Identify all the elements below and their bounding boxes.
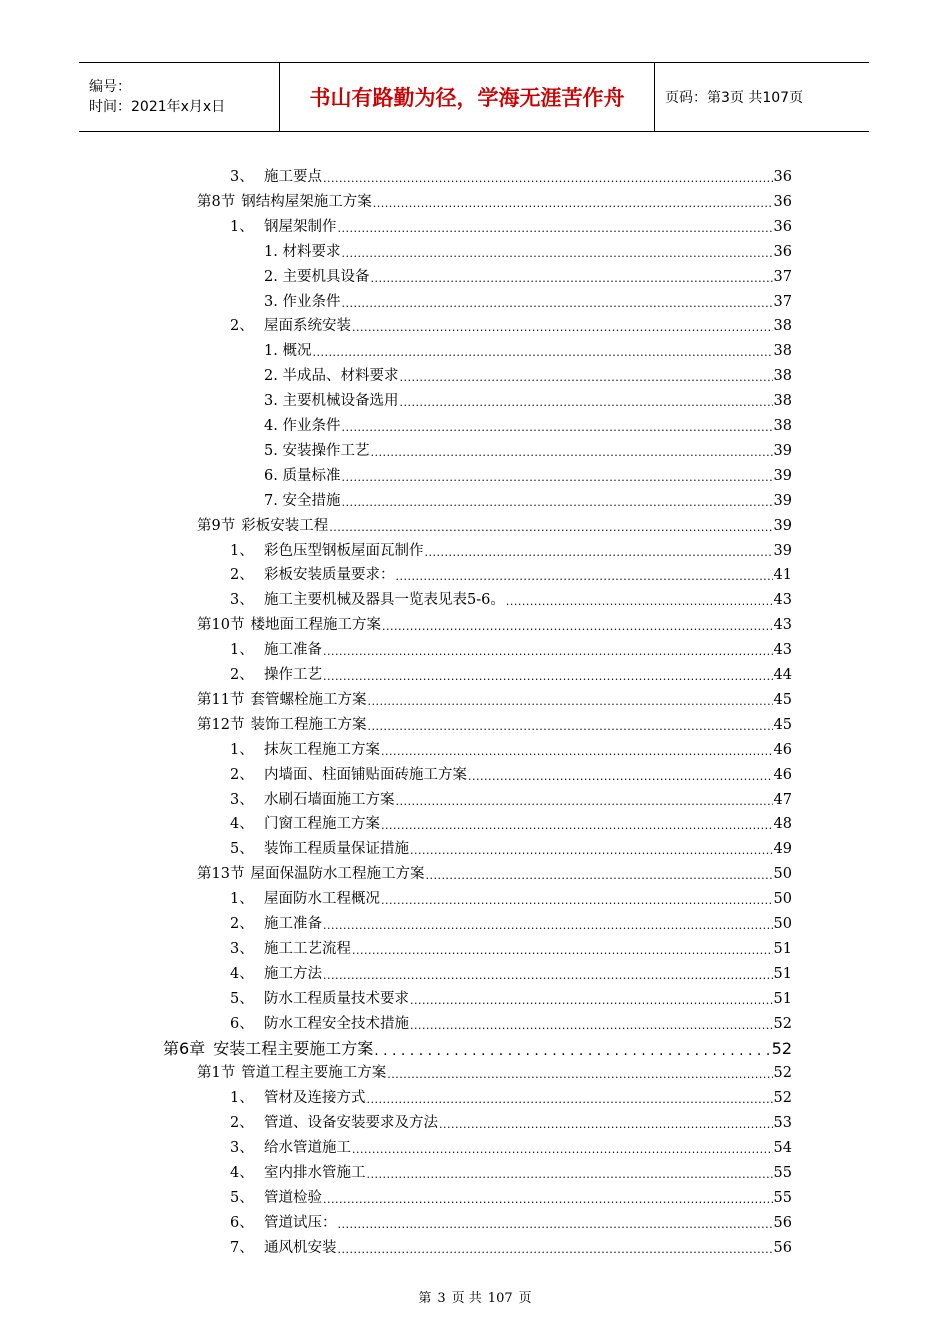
footer-total: 107 [487,1291,513,1306]
toc-entry-number: 第12节 [197,716,245,733]
toc-entry-title: 管材及连接方式 [264,1090,366,1107]
toc-entry-page: 38 [773,393,792,410]
toc-entry-number: 1、 [230,1090,254,1107]
toc-entry[interactable] [230,1084,792,1108]
time-label: 时间：2021年x月x日 [89,99,226,115]
toc-entry-page: 53 [773,1115,792,1132]
toc-leader-dots [367,719,772,735]
toc-entry-title: 通风机安装 [264,1239,337,1256]
toc-leader-dots [374,1043,770,1059]
toc-leader-dots [425,545,773,561]
toc-leader-dots [341,246,772,262]
toc-leader-dots [323,669,773,685]
toc-leader-dots [341,470,772,486]
toc-entry-number: 3、 [230,791,254,808]
toc-entry-page: 46 [773,741,792,758]
toc-leader-dots [323,644,773,660]
toc-entry-number: 2、 [230,766,254,783]
toc-entry-number: 第13节 [197,866,245,883]
toc-entry-page: 43 [773,617,792,634]
toc-leader-dots [381,818,773,834]
toc-entry[interactable] [230,835,792,859]
toc-leader-dots [387,1067,772,1083]
toc-entry-page: 39 [773,442,792,459]
toc-leader-dots [468,769,773,785]
toc-entry-number: 5、 [230,841,254,858]
toc-entry-number: 1、 [230,542,254,559]
toc-leader-dots [382,619,773,635]
toc-entry[interactable] [230,537,792,561]
toc-entry-title: 门窗工程施工方案 [264,816,380,833]
toc-entry-number: 2、 [230,916,254,932]
toc-entry-page: 38 [773,318,792,335]
toc-entry[interactable] [230,636,792,660]
toc-entry-title: 装饰工程施工方案 [250,716,367,733]
toc-entry-title: 施工主要机械及器具一览表见表5-6。 [264,592,505,609]
toc-entry[interactable] [230,1234,792,1258]
toc-entry[interactable] [197,188,792,212]
toc-entry[interactable] [230,910,792,934]
toc-leader-dots [367,694,772,710]
toc-leader-dots [352,320,773,336]
toc-entry-page: 48 [773,816,792,833]
toc-entry-number: 第10节 [197,617,245,634]
toc-entry-page: 47 [773,791,792,808]
motto-text: 书山有路勤为径，学海无涯苦作舟 [309,86,625,110]
toc-leader-dots [323,918,773,934]
toc-entry-page: 55 [773,1189,792,1206]
toc-entry[interactable] [264,487,792,511]
toc-entry[interactable] [230,985,792,1009]
toc-entry-page: 38 [773,418,792,434]
toc-entry-title: 安装工程主要施工方案 [213,1038,374,1058]
toc-entry-title: 楼地面工程施工方案 [250,617,381,634]
toc-entry-page: 36 [773,218,792,235]
toc-entry[interactable] [264,362,792,386]
toc-leader-dots [425,868,772,884]
toc-entry-title: 装饰工程质量保证措施 [264,841,409,858]
toc-leader-dots [410,993,773,1009]
toc-entry[interactable] [230,960,792,984]
toc-entry-title: 7. 安全措施 [264,492,341,509]
toc-entry[interactable] [197,711,792,735]
toc-entry[interactable] [230,561,792,585]
toc-leader-dots [381,744,773,760]
toc-leader-dots [373,196,773,212]
toc-entry-page: 46 [773,766,792,783]
toc-entry-number: 2、 [230,318,254,335]
footer-prefix: 第 [418,1291,432,1306]
toc-entry-page: 55 [773,1165,792,1181]
toc-entry[interactable] [230,213,792,237]
toc-entry-page: 44 [773,667,792,683]
toc-entry-page: 54 [773,1140,792,1157]
toc-entry[interactable] [230,1159,792,1183]
toc-entry[interactable] [197,1059,792,1083]
toc-entry-number: 1、 [230,218,254,235]
toc-entry-page: 51 [773,940,792,957]
toc-entry[interactable] [230,761,792,785]
toc-entry-title: 屋面防水工程概况 [264,891,380,908]
toc-entry-number: 3、 [230,169,254,185]
toc-leader-dots [329,520,772,536]
toc-entry-page: 37 [773,268,792,285]
toc-entry-page: 36 [773,169,792,185]
toc-entry-number: 3、 [230,1140,254,1157]
toc-entry[interactable] [264,437,792,461]
toc-entry[interactable] [230,586,792,610]
toc-entry-page: 50 [773,866,792,883]
toc-entry[interactable] [264,288,792,312]
toc-entry-number: 5、 [230,990,254,1007]
toc-entry[interactable] [264,412,792,436]
toc-entry-number: 4、 [230,965,254,982]
toc-entry-page: 36 [773,193,792,210]
toc-entry-title: 屋面保温防水工程施工方案 [250,866,425,883]
toc-entry[interactable] [197,686,792,710]
toc-entry-page: 52 [773,1015,792,1032]
toc-entry-title: 防水工程质量技术要求 [264,990,409,1007]
toc-leader-dots [399,395,772,411]
toc-entry[interactable] [230,1184,792,1208]
toc-entry-number: 6、 [230,1214,254,1231]
toc-entry-number: 第6章 [163,1038,206,1058]
toc-entry-page: 43 [773,592,792,609]
toc-leader-dots [323,968,773,984]
toc-entry-page: 39 [773,492,792,509]
toc-entry-page: 39 [773,517,792,534]
toc-entry[interactable] [230,1109,792,1133]
toc-entry-number: 2、 [230,1115,254,1132]
toc-entry-title: 施工要点 [264,169,322,185]
toc-entry-page: 45 [773,716,792,733]
toc-entry-number: 第9节 [197,517,236,534]
toc-entry-title: 管道试压： [264,1214,337,1231]
toc-leader-dots [439,1117,773,1133]
toc-entry[interactable] [197,860,792,884]
toc-entry[interactable] [264,238,792,262]
toc-entry-title: 管道、设备安装要求及方法 [264,1115,438,1132]
toc-entry-title: 套管螺栓施工方案 [250,691,367,708]
toc-leader-dots [370,271,772,287]
toc-entry-title: 5. 安装操作工艺 [264,442,370,459]
toc-leader-dots [352,943,773,959]
toc-entry-title: 3. 作业条件 [264,293,341,310]
footer-suffix: 页 [518,1291,532,1306]
toc-entry-title: 彩色压型钢板屋面瓦制作 [264,542,424,559]
toc-leader-dots [381,893,773,909]
footer-mid: 页 共 [451,1291,482,1306]
toc-entry-number: 2、 [230,667,254,683]
toc-entry-title: 1. 材料要求 [264,243,341,260]
toc-entry-page: 41 [773,567,792,584]
toc-entry-page: 38 [773,343,792,360]
toc-entry-title: 防水工程安全技术措施 [264,1015,409,1032]
toc-entry[interactable] [230,1209,792,1233]
page-header [79,62,869,132]
toc-leader-dots [410,843,773,859]
toc-entry-page: 45 [773,691,792,708]
toc-entry-page: 39 [773,467,792,484]
toc-entry-title: 屋面系统安装 [264,318,351,335]
toc-entry[interactable] [230,885,792,909]
toc-entry-number: 7、 [230,1239,254,1256]
toc-entry-title: 6. 质量标准 [264,467,341,484]
toc-entry-title: 管道检验 [264,1189,322,1206]
toc-entry-title: 操作工艺 [264,667,322,683]
toc-entry-number: 3、 [230,940,254,957]
toc-leader-dots [396,569,773,585]
toc-entry-page: 37 [773,293,792,310]
toc-entry-title: 4. 作业条件 [264,418,341,434]
toc-entry-number: 1、 [230,741,254,758]
toc-entry-title: 内墙面、柱面铺贴面砖施工方案 [264,766,467,783]
toc-entry-page: 51 [773,990,792,1007]
toc-entry-title: 2. 主要机具设备 [264,268,370,285]
toc-entry[interactable] [264,337,792,361]
toc-entry[interactable] [230,736,792,760]
toc-entry-page: 43 [773,642,792,659]
toc-leader-dots [341,420,772,436]
toc-entry-number: 1、 [230,891,254,908]
toc-leader-dots [399,370,772,386]
toc-leader-dots [323,1192,773,1208]
toc-leader-dots [338,1242,773,1258]
toc-entry[interactable] [197,512,792,536]
toc-leader-dots [352,1142,773,1158]
toc-entry-number: 4、 [230,816,254,833]
toc-entry[interactable] [197,611,792,635]
toc-entry[interactable] [230,935,792,959]
toc-entry-title: 钢结构屋架施工方案 [241,193,372,210]
toc-entry-number: 第11节 [197,691,245,708]
toc-entry-title: 3. 主要机械设备选用 [264,393,399,410]
toc-entry-page: 56 [773,1239,792,1256]
toc-entry-title: 抹灰工程施工方案 [264,741,380,758]
toc-entry[interactable] [230,810,792,834]
toc-entry-title: 彩板安装工程 [241,517,329,534]
toc-entry[interactable] [264,263,792,287]
toc-leader-dots [370,445,772,461]
toc-entry-number: 1、 [230,642,254,659]
toc-entry-number: 第8节 [197,193,236,210]
toc-leader-dots [341,296,772,312]
toc-leader-dots [396,794,773,810]
toc-entry-number: 2、 [230,567,254,584]
toc-entry-title: 施工准备 [264,642,322,659]
toc-entry-title: 彩板安装质量要求： [264,567,395,584]
toc-entry-title: 1. 概况 [264,343,312,360]
header-motto [280,63,655,131]
toc-entry-page: 39 [773,542,792,559]
toc-entry-number: 4、 [230,1165,254,1181]
toc-leader-dots [338,1217,773,1233]
toc-leader-dots [338,221,773,237]
toc-entry-page: 51 [773,965,792,982]
toc-entry-title: 水刷石墙面施工方案 [264,791,395,808]
toc-entry-page: 50 [773,916,792,932]
page-footer [0,1287,950,1306]
toc-entry-title: 施工工艺流程 [264,940,351,957]
toc-leader-dots [323,171,773,187]
toc-entry[interactable] [163,1035,792,1059]
toc-entry-title: 给水管道施工 [264,1140,351,1157]
toc-entry-title: 2. 半成品、材料要求 [264,368,399,385]
toc-entry[interactable] [230,661,792,685]
toc-entry-page: 56 [773,1214,792,1231]
toc-leader-dots [367,1167,773,1183]
toc-entry[interactable] [264,462,792,486]
header-page-info [655,63,869,131]
toc-entry-number: 5、 [230,1189,254,1206]
toc-leader-dots [410,1018,773,1034]
toc-entry-title: 钢屋架制作 [264,218,337,235]
toc-entry[interactable] [230,163,792,187]
toc-entry-page: 49 [773,841,792,858]
toc-leader-dots [312,345,772,361]
toc-entry-title: 施工方法 [264,965,322,982]
toc-entry[interactable] [230,1134,792,1158]
doc-number-label: 编号： [89,79,131,95]
toc-entry-title: 管道工程主要施工方案 [241,1065,387,1082]
toc-leader-dots [506,594,773,610]
page-count-label: 页码：第3页 共107页 [665,90,804,106]
toc-entry-title: 室内排水管施工 [264,1165,366,1181]
toc-entry-page: 36 [773,243,792,260]
toc-entry-page: 38 [773,368,792,385]
toc-entry[interactable] [230,786,792,810]
toc-entry-number: 第1节 [197,1065,236,1082]
toc-entry-number: 3、 [230,592,254,609]
toc-leader-dots [341,495,772,511]
toc-entry[interactable] [264,387,792,411]
toc-entry[interactable] [230,312,792,336]
toc-entry[interactable] [230,1010,792,1034]
toc-entry-number: 6、 [230,1015,254,1032]
toc-leader-dots [367,1092,773,1108]
toc-entry-title: 施工准备 [264,916,322,932]
toc-entry-page: 52 [771,1038,792,1058]
toc-entry-page: 50 [773,891,792,908]
toc-entry-page: 52 [773,1090,792,1107]
footer-page: 3 [437,1291,446,1306]
toc-entry-page: 52 [773,1065,792,1082]
header-meta [79,63,280,131]
